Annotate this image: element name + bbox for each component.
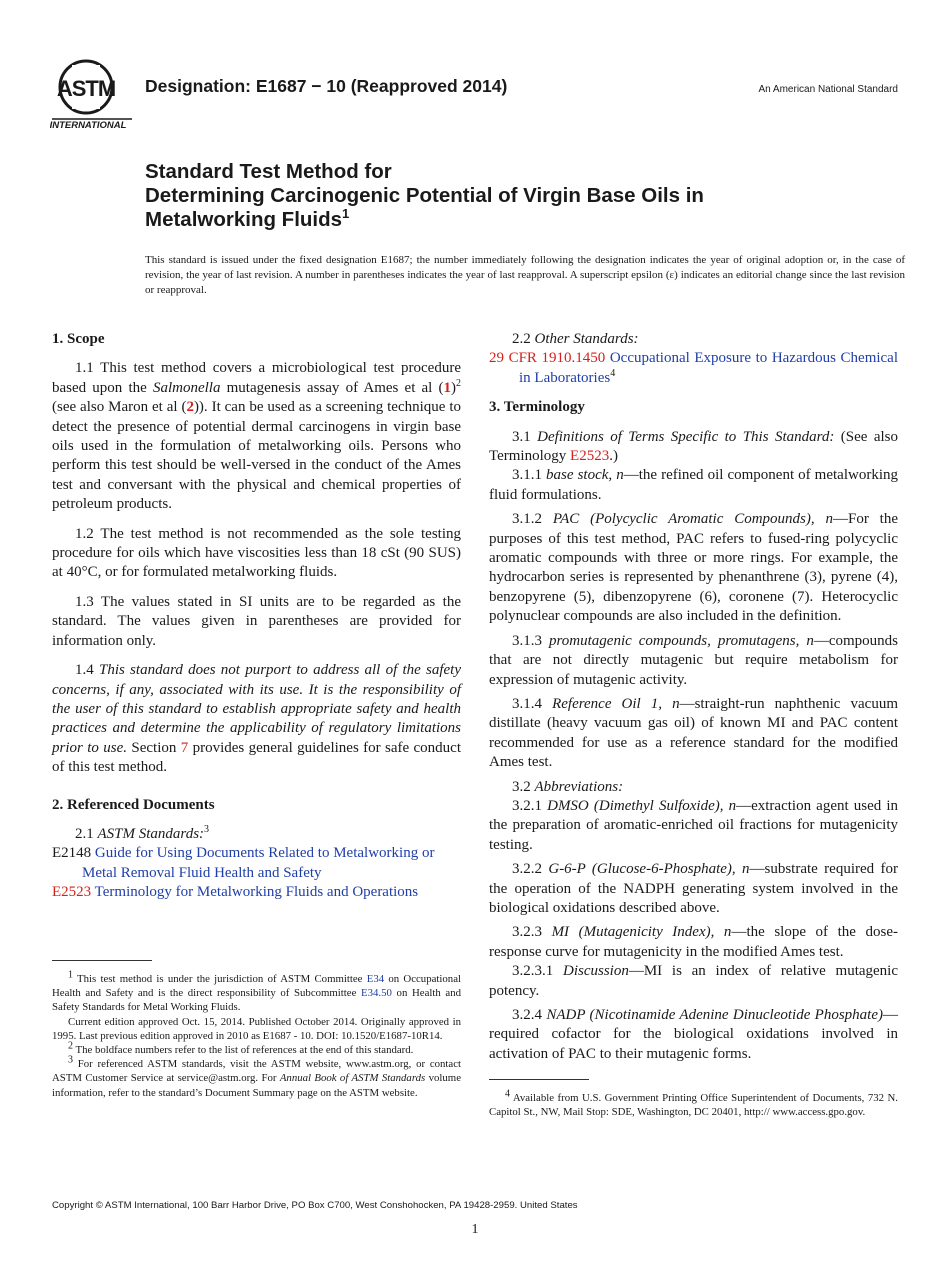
paragraph-3-2-3: 3.2.3 MI (Mutagenicity Index), n—the slope of the dose-response curve for mutagenicity in the modified Ames test. [489, 924, 898, 960]
e2523-terminology-link[interactable]: E2523 [570, 448, 610, 465]
reference-e2148: E2148 Guide for Using Documents Related to Metalworking or Metal Removal Fluid Health and Safety [52, 845, 435, 881]
issuance-note: This standard is issued under the fixed designation E1687; the number immediately following the designation indicates the year of original adoption or, in the case of revision, the year of last revision. A number in parentheses indicates the year of last reapproval. A superscript epsilon (ε) indicates an editorial change since the last revision or reapproval. [145, 254, 905, 296]
paragraph-3-1-3: 3.1.3 promutagenic compounds, promutagens, n—compounds that are not directly mutagenic but require metabolism for expression of mutagenic activity. [489, 632, 899, 688]
paragraph-3-2-1: 3.2.1 DMSO (Dimethyl Sulfoxide), n—extraction agent used in the preparation of aromatic-enriched oil fractions for mutagenicity testing. [489, 797, 899, 853]
reference-29cfr [489, 349, 898, 388]
footnote-ref-4[interactable]: 4 [610, 367, 616, 379]
e2148-link[interactable]: Guide for Using Documents Related to Metalworking or Metal Removal Fluid Health and Safety [82, 845, 435, 881]
29cfr-link[interactable]: Occupational Exposure to Hazardous Chemical in Laboratories [519, 350, 899, 386]
reference-link-1[interactable]: 1 [443, 379, 451, 396]
paragraph-3-1-1: 3.1.1 base stock, n—the refined oil component of metalworking fluid formulations. [489, 467, 898, 503]
designation: Designation: E1687 − 10 (Reapproved 2014) [145, 76, 508, 96]
paragraph-2-1: 2.1 ASTM Standards:$^3$ [75, 823, 210, 842]
copyright-notice: Copyright © ASTM International, 100 Barr Harbor Drive, PO Box C700, West Conshohocken, PA 19428-2959. United States [52, 1200, 578, 1211]
paragraph-3-2-2: 3.2.2 G-6-P (Glucose-6-Phosphate), n—substrate required for the operation of the NADPH generating system involved in the biological oxidations described above. [489, 861, 898, 916]
e34-50-link[interactable]: E34.50 [361, 987, 392, 1000]
footnote-1: $^1$ This test method is under the jurisdiction of ASTM Committee E34 on Occupational Health and Safety and is the direct responsibility of Subcommittee E34.50 on Health and Safety Standards for Metal Working Fluids. [52, 969, 461, 1014]
paragraph-3-1-4: 3.1.4 Reference Oil 1, n—straight-run naphthenic vacuum distillate (heavy vacuum gas oil) of known MI and PAC content recommended for use as a reference standard for the modified Ames test. [489, 695, 898, 771]
paragraph-1-4: 1.4 This standard does not purport to address all of the safety concerns, if any, associated with its use. It is the responsibility of the user of this standard to establish appropriate safety and health practices and determine the applicability of regulatory limitations prior to use. Section 7 provides general guidelines for safe conduct of this test method. [52, 662, 462, 776]
footnote-rule-left [52, 960, 152, 961]
footnote-4: $^4$ Available from U.S. Government Printing Office Superintendent of Documents, 732 N. Capitol St., NW, Mail Stop: SDE, Washington, DC 20401, http:// www.access.gpo.gov. [489, 1088, 898, 1119]
title-footnote-ref[interactable]: 1 [342, 206, 350, 222]
document-title [145, 160, 865, 232]
astm-logo [50, 58, 136, 132]
paragraph-3-1-2: 3.1.2 PAC (Polycyclic Aromatic Compounds), n—For the purposes of this test method, PAC refers to fused-ring polycyclic aromatic compounds with three or more rings. For example, the hydrocarbon series is represented by phenanthrene (3), pyrene (4), benzopyrene (5), dibenzopyrene (6), coronene (7). Heterocyclic polynuclear compounds are also included in the definition. [489, 511, 898, 625]
page-number: 1 [471, 1222, 479, 1237]
footnote-rule-right [489, 1079, 589, 1080]
paragraph-1-3: 1.3 The values stated in SI units are to be regarded as the standard. The values given in parentheses are provided for information only. [52, 593, 461, 649]
e34-link[interactable]: E34 [366, 973, 385, 985]
29cfr-code-link[interactable]: 29 CFR 1910.1450 [489, 350, 606, 367]
logo-subtext: INTERNATIONAL [50, 120, 127, 131]
paragraph-3-1: 3.1 Definitions of Terms Specific to This Standard: (See also Terminology E2523.) [489, 428, 898, 465]
paragraph-3-2-4: 3.2.4 NADP (Nicotinamide Adenine Dinucleotide Phosphate)—required cofactor for the biological oxidations involved in activation of PAC to their mutagenic forms. [489, 1007, 898, 1062]
footnotes-right [489, 1088, 898, 1119]
reference-e2523 [52, 883, 461, 902]
section-heading-referenced-documents: 2. Referenced Documents [52, 796, 215, 813]
footnote-3: $^3$ For referenced ASTM standards, visit the ASTM website, www.astm.org, or contact ASTM Customer Service at service@astm.org. For Annual Book of ASTM Standards volume information, refer to the standard’s Document Summary page on the ASTM website. [52, 1054, 461, 1099]
footnote-1-edition: Current edition approved Oct. 15, 2014. Published October 2014. Originally approved in 1995. Last previous edition approved in 2010 as E1687 - 10. DOI: 10.1520/E1687-10R14. [52, 1015, 461, 1042]
footnote-ref-2[interactable]: 2 [456, 377, 461, 389]
section-heading-scope: 1. Scope [52, 331, 105, 347]
right-column [489, 330, 898, 1064]
title-line-1: Standard Test Method for [145, 160, 392, 183]
footnotes-left [52, 969, 461, 1100]
paragraph-3-2-3-1: 3.2.3.1 Discussion—MI is an index of relative mutagenic potency. [489, 963, 898, 999]
left-column [52, 330, 461, 903]
paragraph-1-2: 1.2 The test method is not recommended as the sole testing procedure for oils which have viscosities less than 18 cSt (90 SUS) at 40°C, or for formulated metalworking fluids. [52, 525, 461, 581]
paragraph-1-1: 1.1 This test method covers a microbiological test procedure based upon the Salmonella mutagenesis assay of Ames et al $(1)^2$ (see also Maron et al (2)). It can be used as a screening technique to detect the presence of potential dermal carcinogens in virgin base oils used in the formulation of metalworking oils. Persons who perform this test should be well-versed in the conduct of the Ames test and conversant with the physical and chemical properties of petroleum products. [52, 360, 461, 513]
reference-link-2[interactable]: 2 [186, 399, 194, 416]
logo-text: ASTM [56, 76, 116, 101]
paragraph-3-2: 3.2 Abbreviations: [512, 778, 624, 795]
footnote-ref-3[interactable]: 3 [204, 823, 210, 835]
title-line-3-text: Metalworking Fluids [145, 208, 343, 231]
section-7-link[interactable]: 7 [180, 739, 189, 756]
paragraph-2-2: 2.2 Other Standards: [512, 331, 639, 347]
e2523-code-link[interactable]: E2523 [52, 884, 92, 901]
section-heading-terminology: 3. Terminology [489, 399, 585, 416]
title-line-2: Determining Carcinogenic Potential of Virgin Base Oils in [145, 184, 704, 207]
american-national-standard: An American National Standard [758, 84, 898, 95]
e2523-link[interactable]: Terminology for Metalworking Fluids and Operations [94, 884, 419, 901]
title-line-3 [145, 208, 865, 232]
footnote-2: $^2$ The boldface numbers refer to the list of references at the end of this standard. [68, 1040, 414, 1057]
